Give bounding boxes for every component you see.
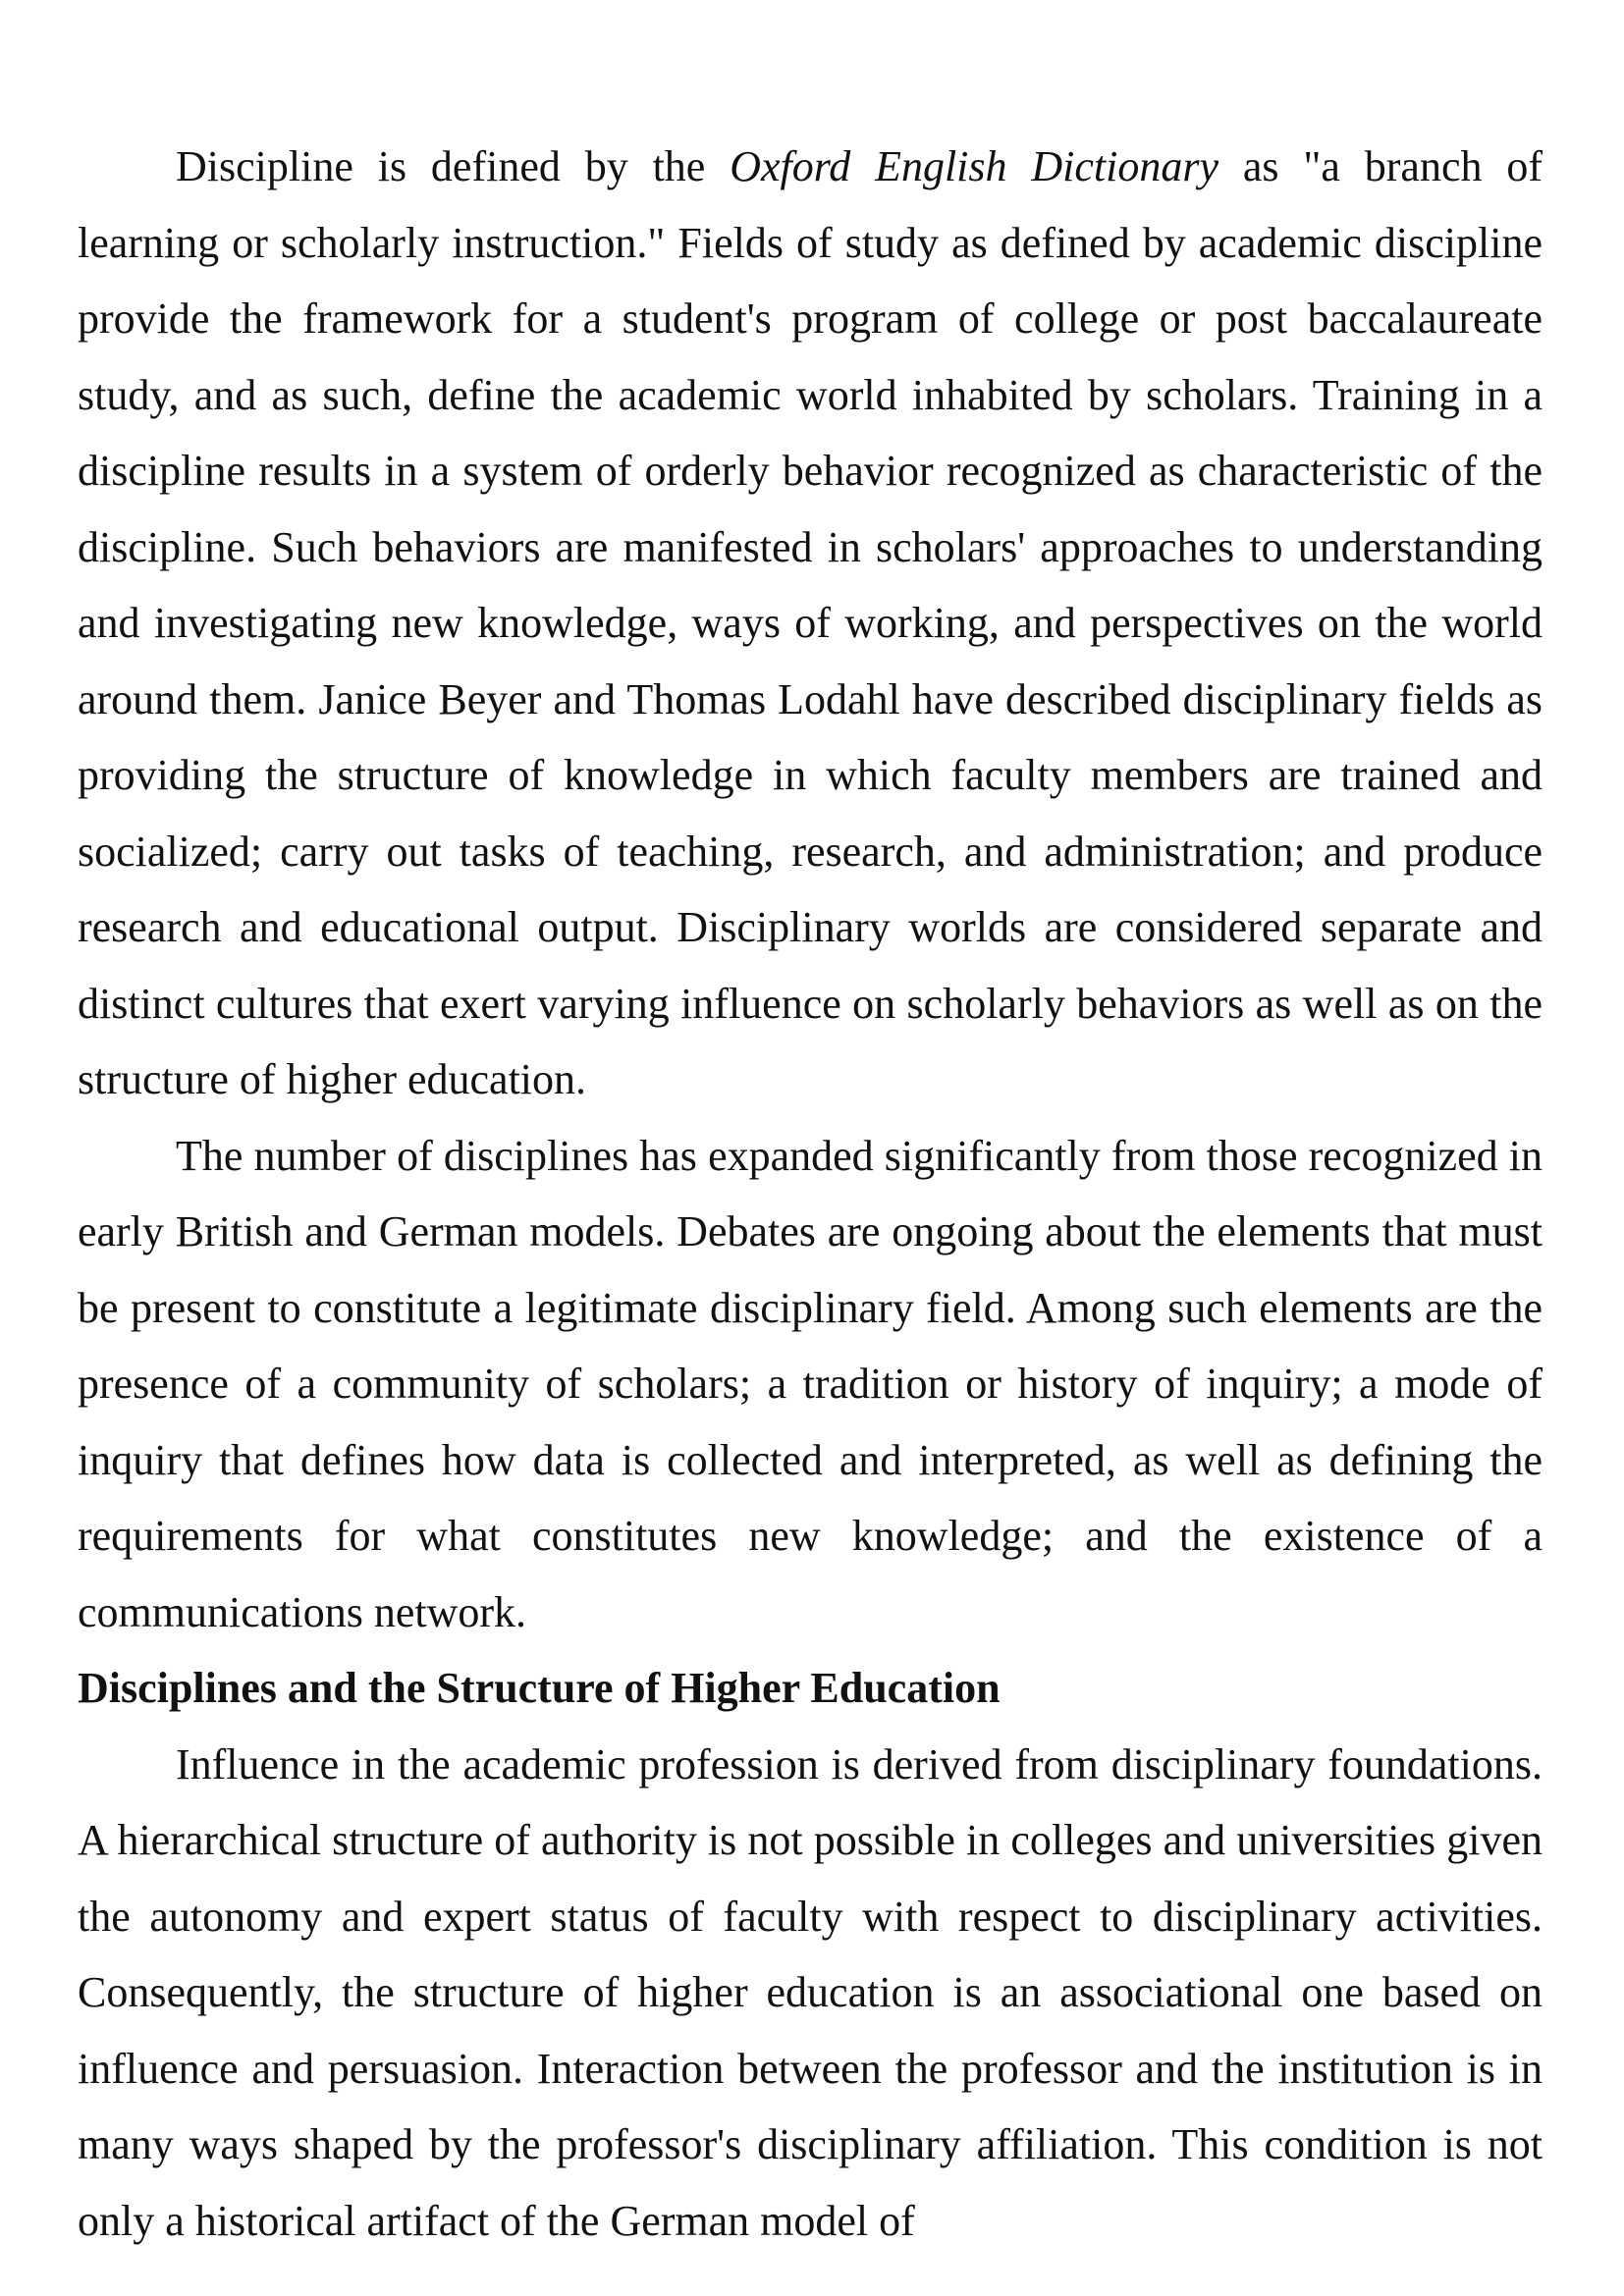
paragraph-number-of-disciplines: The number of disciplines has expanded significantly from those recognized in early British and German models. Debates are ongoing about the elements that must be present to constitute a legitimate disciplinary field. Among such elements are the presence of a community of scholars; a tradition or history of inquiry; a mode of inquiry that defines how data is collected and interpreted, as well as defining the requirements for what constitutes new knowledge; and the existence of a communications network. xyxy=(78,1131,1543,1636)
document-body xyxy=(78,129,1543,2259)
paragraph-1-text-start: Discipline is defined by the xyxy=(176,142,731,190)
paragraph-1-text-end: as "a branch of learning or scholarly instruction." Fields of study as defined by academic discipline provide the framework for a student's program of college or post baccalaureate study, and as such, define the academic world inhabited by scholars. Training in a discipline results in a system of orderly behavior recognized as characteristic of the discipline. Such behaviors are manifested in scholars' approaches to understanding and investigating new knowledge, ways of working, and perspectives on the world around them. Janice Beyer and Thomas Lodahl have described disciplinary fields as providing the structure of knowledge in which faculty members are trained and socialized; carry out tasks of teaching, research, and administration; and produce research and educational output. Disciplinary worlds are considered separate and distinct cultures that exert varying influence on scholarly behaviors as well as on the structure of higher education. xyxy=(78,142,1543,1103)
section-heading: Disciplines and the Structure of Higher Education xyxy=(78,1664,1001,1712)
dictionary-title: Oxford English Dictionary xyxy=(730,142,1219,190)
paragraph-discipline-definition xyxy=(78,129,1543,1118)
paragraph-influence: Influence in the academic profession is derived from disciplinary foundations. A hierarchical structure of authority is not possible in colleges and universities given the autonomy and expert status of faculty with respect to disciplinary activities. Consequently, the structure of higher education is an associational one based on influence and persuasion. Interaction between the professor and the institution is in many ways shaped by the professor's disciplinary affiliation. This condition is not only a historical artifact of the German model of xyxy=(78,1739,1543,2245)
